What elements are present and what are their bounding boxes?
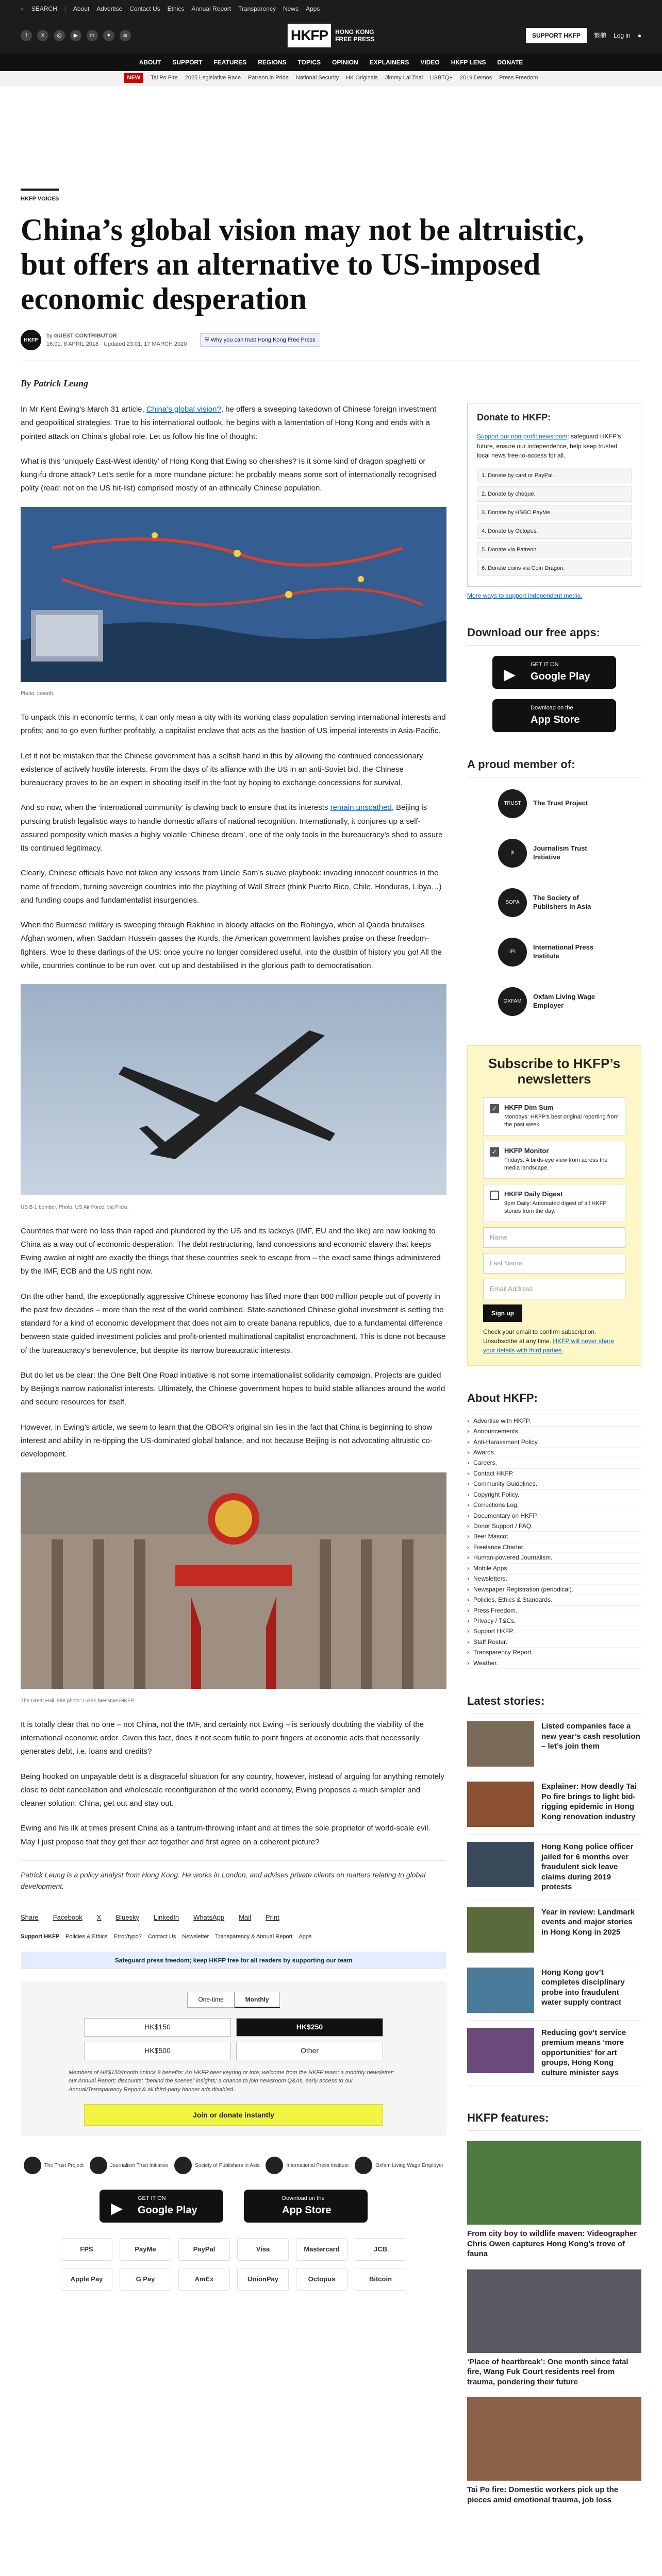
share-print[interactable]: Print bbox=[265, 1913, 279, 1921]
ticker-item[interactable]: 2025 Legislative Race bbox=[185, 75, 241, 81]
newsletter-name: HKFP Monitor bbox=[504, 1146, 549, 1155]
nav-item[interactable]: DONATE bbox=[497, 59, 523, 66]
member-name: Oxfam Living Wage Employer bbox=[533, 992, 595, 1009]
about-item[interactable]: › Contact HKFP. bbox=[467, 1469, 641, 1479]
payment-logo: JCB bbox=[355, 2238, 406, 2261]
newsletter-note bbox=[483, 1327, 625, 1355]
about-link[interactable]: About bbox=[73, 5, 90, 12]
donate-option[interactable]: 6. Donate coins via Coin Dragon. bbox=[477, 561, 632, 576]
author-bio: Patrick Leung is a policy analyst from Hong Kong. He works in London, and advises private clients on matters relating to global development. bbox=[21, 1860, 446, 1892]
inline-link[interactable]: China’s global vision? bbox=[146, 405, 221, 414]
member-logo[interactable] bbox=[467, 830, 641, 876]
share-whatsapp[interactable]: WhatsApp bbox=[193, 1913, 225, 1921]
main-nav bbox=[0, 54, 662, 71]
text-run: , he offers a sweeping takedown of Chinese foreign investment and geopolitical strategies. True to his international outlook, he begins with a lamentation of Hong Kong and ends with a pointed attack on China’s global role. Let us follow his line of thought: bbox=[21, 405, 437, 441]
checkbox-checked[interactable]: ✓ bbox=[490, 1104, 499, 1113]
footer-logo[interactable] bbox=[266, 2157, 349, 2174]
member-name: The Society of Publishers in Asia bbox=[533, 893, 591, 910]
linkedin-icon[interactable]: in bbox=[87, 30, 98, 41]
member-logo[interactable] bbox=[467, 879, 641, 926]
member-mark: SOPA bbox=[498, 888, 527, 917]
nav-item[interactable]: HKFP LENS bbox=[451, 59, 486, 66]
support-links bbox=[21, 1933, 446, 1941]
search-link[interactable]: SEARCH bbox=[31, 5, 57, 12]
feature-story[interactable] bbox=[467, 2269, 641, 2387]
instagram-icon[interactable]: ◎ bbox=[54, 30, 65, 41]
amount-option[interactable]: HK$150 bbox=[84, 2018, 231, 2037]
byline-author-line bbox=[46, 332, 187, 341]
about-item[interactable]: › Newsletters. bbox=[467, 1574, 641, 1584]
article-kicker[interactable]: HKFP VOICES bbox=[21, 189, 59, 204]
story-title: Explainer: How deadly Tai Po fire brings to light bid-rigging epidemic in Hong Kong renovation industry bbox=[541, 1782, 637, 1821]
as-small: Download on the bbox=[282, 2195, 325, 2201]
payment-logo: Visa bbox=[237, 2238, 289, 2261]
story-thumbnail bbox=[467, 1907, 534, 1953]
paragraph: Being hooked on unpayable debt is a disgraceful situation for any country, however, instead of arguing for anything remotely close to debt cancellation and wholescale reconfiguration of the world economy, Ewing proposes a much simpler and cleaner solution: China, get out and stay out. bbox=[21, 1772, 444, 1808]
checkbox-checked[interactable]: ✓ bbox=[490, 1147, 499, 1157]
contact-link[interactable]: Contact Us bbox=[129, 5, 160, 12]
transparency-link[interactable]: Transparency bbox=[238, 5, 276, 12]
about-item[interactable]: › Weather. bbox=[467, 1658, 641, 1669]
byline-contributor[interactable]: GUEST CONTRIBUTOR bbox=[54, 332, 117, 339]
byline-text bbox=[46, 332, 187, 349]
donate-intro-text: : safeguard HKFP’s future, ensure our independence, help keep trusted local news free-to-access for all. bbox=[477, 433, 621, 460]
x-icon[interactable]: X bbox=[37, 30, 48, 41]
member-mark: jti bbox=[498, 839, 527, 868]
donate-option[interactable]: 5. Donate via Patreon. bbox=[477, 542, 632, 557]
user-icon[interactable]: ● bbox=[637, 32, 641, 39]
ticker-item[interactable]: National Security bbox=[295, 75, 339, 81]
share-bar bbox=[21, 1905, 446, 1923]
about-item[interactable]: › Press Freedom. bbox=[467, 1606, 641, 1616]
article-photo-map bbox=[21, 507, 446, 686]
story-thumbnail bbox=[467, 2028, 534, 2073]
payment-logo: G Pay bbox=[120, 2268, 171, 2291]
feature-title: ‘Place of heartbreak’: One month since fatal fire, Wang Fuk Court residents reel from trauma, pondering their future bbox=[467, 2357, 628, 2386]
share-facebook[interactable]: Facebook bbox=[53, 1913, 82, 1921]
byline-by: by bbox=[46, 332, 53, 339]
latest-story[interactable] bbox=[467, 1960, 641, 2021]
app-store-button[interactable] bbox=[244, 2190, 368, 2223]
payment-logo: PayPal bbox=[178, 2238, 230, 2261]
signup-button[interactable]: Sign up bbox=[483, 1304, 522, 1322]
logo-line-2: FREE PRESS bbox=[335, 36, 375, 43]
newsletter-name: HKFP Dim Sum bbox=[504, 1103, 554, 1111]
payment-logo: Bitcoin bbox=[355, 2268, 406, 2291]
youtube-icon[interactable]: ▶ bbox=[70, 30, 81, 41]
name-field[interactable]: Name bbox=[483, 1227, 625, 1248]
advertise-link[interactable]: Advertise bbox=[96, 5, 123, 12]
latest-story[interactable] bbox=[467, 1835, 641, 1900]
footer-logo-name: Oxfam Living Wage Employer bbox=[375, 2162, 444, 2168]
about-item[interactable]: › Awards. bbox=[467, 1448, 641, 1458]
logo-text bbox=[335, 28, 374, 43]
trust-badge[interactable] bbox=[200, 333, 320, 347]
freq-one-time[interactable]: One-time bbox=[187, 1992, 234, 2008]
search-icon[interactable]: ⌕ bbox=[21, 5, 24, 12]
newsletter-option[interactable] bbox=[483, 1141, 625, 1179]
about-item[interactable]: › Privacy / T&Cs. bbox=[467, 1616, 641, 1626]
freq-monthly[interactable]: Monthly bbox=[235, 1992, 280, 2008]
google-play-button[interactable] bbox=[492, 656, 616, 689]
newsletter-option[interactable] bbox=[483, 1097, 625, 1136]
about-item[interactable]: › Support HKFP. bbox=[467, 1626, 641, 1637]
nav-item[interactable]: TOPICS bbox=[297, 59, 321, 66]
shield-icon: ⛨ bbox=[205, 336, 209, 343]
trust-text: Why you can trust Hong Kong Free Press bbox=[210, 336, 316, 343]
footer-logo[interactable] bbox=[24, 2157, 84, 2174]
donate-option[interactable]: 2. Donate by cheque. bbox=[477, 486, 632, 502]
logo-mark: HKFP bbox=[288, 24, 331, 47]
support-link[interactable]: Error/typo? bbox=[113, 1934, 142, 1940]
member-logo[interactable] bbox=[467, 978, 641, 1025]
apps-heading: Download our free apps: bbox=[467, 624, 641, 646]
footer-member-logos bbox=[21, 2157, 446, 2174]
about-heading: About HKFP: bbox=[467, 1389, 641, 1411]
donate-box bbox=[467, 403, 641, 587]
about-item[interactable]: › Advertise with HKFP. bbox=[467, 1416, 641, 1427]
photo-caption: Photo: Ipeerth. bbox=[21, 691, 55, 697]
member-name: The Trust Project bbox=[533, 799, 588, 807]
author-line: By Patrick Leung bbox=[21, 378, 88, 389]
footer-logo-name: Society of Publishers in Asia bbox=[195, 2162, 260, 2168]
text-run: In Mr Kent Ewing’s March 31 article, bbox=[21, 405, 146, 414]
payment-logo: UnionPay bbox=[237, 2268, 289, 2291]
paragraph: Ewing and his ilk at times present China as a tantrum-throwing infant and at times the sole proprietor of world-scale evil. May I just propose that they get their act together and first agree on a coherent picture? bbox=[21, 1824, 431, 1846]
about-item[interactable]: › Community Guidelines. bbox=[467, 1479, 641, 1489]
ticker-item[interactable]: LGBTQ+ bbox=[430, 75, 453, 81]
story-title: Listed companies face a new year’s cash resolution – let’s join them bbox=[541, 1722, 640, 1751]
separator: | bbox=[64, 5, 66, 12]
latest-story[interactable] bbox=[467, 1714, 641, 1774]
about-item[interactable]: › Donor Support / FAQ. bbox=[467, 1521, 641, 1532]
about-item[interactable]: › Staff Roster. bbox=[467, 1637, 641, 1648]
join-donate-button[interactable]: Join or donate instantly bbox=[84, 2104, 383, 2126]
language-switch[interactable]: 繁體 bbox=[594, 32, 607, 39]
member-mark: OXFAM bbox=[498, 987, 527, 1016]
paragraph: On the other hand, the exceptionally aggressive Chinese economy has lifted more than 800 million people out of poverty in the past few decades – more than the rest of the world combined. State-sanctioned Chinese global investment is setting the standard for a kind of economic development that does not aim to create banana republics, due to a fundamental difference between state guided investment policies and profit-oriented multinational capitalist encroachment. This is done not because of the bureaucracy’s benevolence, but despite its narrow bureaucratic interests. bbox=[21, 1292, 446, 1355]
article-photo-bomber bbox=[21, 984, 446, 1199]
about-item[interactable]: › Documentary on HKFP. bbox=[467, 1511, 641, 1521]
donate-option[interactable]: 3. Donate by HSBC PayMe. bbox=[477, 505, 632, 520]
top-utility-bar bbox=[0, 0, 662, 18]
donate-intro bbox=[477, 432, 632, 461]
google-play-button[interactable] bbox=[100, 2190, 223, 2223]
latest-heading: Latest stories: bbox=[467, 1692, 641, 1714]
article-body bbox=[21, 403, 446, 2505]
play-icon: ▶ bbox=[504, 666, 516, 683]
paragraph: It is totally clear that no one – not China, not the IMF, and certainly not Ewing – is seriously doubting the viability of the international economic order. Given this fact, does it not seem futile to point fingers at economic acts that necessarily generates debt, i.e. loans and credits? bbox=[21, 1720, 424, 1756]
safeguard-banner: Safeguard press freedom; keep HKFP free for all readers by supporting our team bbox=[21, 1952, 446, 1969]
byline-dates: 16:01, 8 APRIL 2018 · Updated 23:01, 17 MARCH 2020 bbox=[46, 341, 187, 348]
apps-link[interactable]: Apps bbox=[305, 5, 320, 12]
ethics-link[interactable]: Ethics bbox=[167, 5, 185, 12]
inline-link[interactable]: remain unscathed bbox=[330, 803, 392, 812]
paragraph: But do let us be clear: the One Belt One Road initiative is not some internationalist solidarity campaign. Projects are guided by Beijing’s narrow nationalist interests. Ultimately, the Chinese government hopes to build stable alliances around the world and secure resources for itself. bbox=[21, 1370, 445, 1407]
about-item[interactable]: › Mobile Apps. bbox=[467, 1564, 641, 1574]
support-hkfp-button[interactable]: SUPPORT HKFP bbox=[526, 28, 587, 43]
annual-report-link[interactable]: Annual Report bbox=[191, 5, 231, 12]
story-thumbnail bbox=[467, 1968, 534, 2013]
amount-grid bbox=[84, 2018, 383, 2060]
about-item[interactable]: › Careers. bbox=[467, 1458, 641, 1468]
newsletter-title: Subscribe to HKFP’s newsletters bbox=[488, 1055, 621, 1087]
paragraph: What is this ‘uniquely East-West identity’ of Hong Kong that Ewing so cherishes? Is it some kind of dragon spaghetti or kung-fu drone attack? Let’s settle for a more mundane picture: he probably means some sort of internationally recognised polity (read: not on the US hit-list) comprised mostly of an ethnically Chinese population. bbox=[21, 456, 437, 493]
story-title: Reducing gov’t service premium means ‘more opportunities’ for art groups, Hong Kong culture minister says bbox=[541, 2028, 626, 2077]
content-layout bbox=[21, 403, 641, 2505]
latest-story[interactable] bbox=[467, 1774, 641, 1835]
paragraph: Let it not be mistaken that the Chinese government has a selfish hand in this by allowing the continued concessionary existence of actively hostile interests. From the days of its alliance with the US in an anti-Soviet bid, the Chinese bureaucracy proves to be an expert in shooting itself in the foot by hoping to exchange concessions for survival. bbox=[21, 751, 423, 788]
footer-logo[interactable] bbox=[90, 2157, 169, 2174]
about-item[interactable]: › Human-powered Journalism. bbox=[467, 1553, 641, 1563]
gp-big: Google Play bbox=[138, 2205, 197, 2216]
note-link[interactable]: HKFP will never share your details with third parties. bbox=[483, 1337, 614, 1354]
footer-logo[interactable] bbox=[174, 2157, 260, 2174]
text-run: And so now, when the ‘international community’ is clawing back to ensure that its interests bbox=[21, 803, 330, 812]
as-big: App Store bbox=[531, 714, 580, 726]
logo-icon bbox=[355, 2157, 372, 2174]
nav-item[interactable]: ABOUT bbox=[139, 59, 161, 66]
feature-image bbox=[467, 2397, 641, 2481]
logo-icon bbox=[90, 2157, 107, 2174]
bomber-aircraft-illustration bbox=[21, 984, 446, 1195]
support-link[interactable]: Support HKFP bbox=[21, 1934, 60, 1940]
member-name: Journalism Trust Initiative bbox=[533, 844, 587, 861]
features-heading: HKFP features: bbox=[467, 2109, 641, 2131]
paragraph bbox=[21, 801, 446, 855]
paragraph bbox=[21, 403, 446, 444]
paragraph: When the Burmese military is sweeping through Rakhine in bloody attacks on the Rohingya, when al Qaeda brutalises Afghan women, when Saddam Hussein gasses the Kurds, the American government lavishes praise on these freedom-fighters. Woe to these darlings of the US: once you’re no longer considered useful, into the dustbin of history you go! All the while, countries continue to be run over, cut up and destabilised in the glorious path to democratisation. bbox=[21, 921, 442, 970]
about-list bbox=[467, 1416, 641, 1669]
about-item[interactable]: › Corrections Log. bbox=[467, 1500, 641, 1511]
member-heading: A proud member of: bbox=[467, 756, 641, 777]
newsletter-desc: Fridays: A birds-eye view from across the media landscape. bbox=[504, 1157, 608, 1172]
payment-logo: Apple Pay bbox=[61, 2268, 112, 2291]
about-item[interactable]: › Transparency Report. bbox=[467, 1648, 641, 1658]
ticker-item[interactable]: Patreon in Pride bbox=[248, 75, 289, 81]
gp-big: Google Play bbox=[531, 671, 590, 683]
site-logo[interactable] bbox=[288, 24, 374, 47]
byline bbox=[21, 330, 641, 350]
story-title: Hong Kong gov’t completes disciplinary probe into fraudulent water supply contract bbox=[541, 1968, 625, 2007]
play-icon: ▶ bbox=[111, 2200, 123, 2217]
logo-line-1: HONG KONG bbox=[335, 28, 374, 36]
ticker-item[interactable]: Jimmy Lai Trial bbox=[385, 75, 423, 81]
support-link[interactable]: Newsletter bbox=[182, 1934, 209, 1940]
masthead bbox=[0, 18, 662, 54]
donate-option[interactable]: 1. Donate by card or PayPal. bbox=[477, 468, 632, 483]
newsletter-option[interactable] bbox=[483, 1184, 625, 1222]
text-run: , Beijing is pursuing brutish legalistic ways to handle domestic affairs of national recognition. Internationally, it conjures up a self-assured pomposity which masks a highly volatile ‘Chinese dream’, one of the only tools in the bureaucracy’s shed to assure its continued legitimacy. bbox=[21, 803, 443, 853]
newsletter-desc: Mondays: HKFP’s best original reporting from the past week. bbox=[504, 1114, 619, 1128]
member-name: International Press Institute bbox=[533, 943, 594, 960]
news-link[interactable]: News bbox=[283, 5, 299, 12]
support-link[interactable]: Apps bbox=[299, 1934, 312, 1940]
facebook-icon[interactable]: f bbox=[21, 30, 32, 41]
support-link[interactable]: Transparency & Annual Report bbox=[215, 1934, 293, 1940]
story-thumbnail bbox=[467, 1842, 534, 1887]
footer-app-stores bbox=[21, 2190, 446, 2223]
note-text: Check your email to confirm subscription. Unsubscribe at any time. bbox=[483, 1328, 597, 1345]
gp-small: GET IT ON bbox=[531, 661, 559, 668]
latest-story[interactable] bbox=[467, 2021, 641, 2086]
belt-road-map-illustration bbox=[21, 507, 446, 682]
newsletter-signup bbox=[467, 1045, 641, 1366]
share-linkedin[interactable]: LinkedIn bbox=[154, 1913, 179, 1921]
feature-image bbox=[467, 2269, 641, 2353]
share-mail[interactable]: Mail bbox=[239, 1913, 251, 1921]
nav-item[interactable]: SUPPORT bbox=[172, 59, 203, 66]
member-logo[interactable] bbox=[467, 781, 641, 827]
logo-icon bbox=[266, 2157, 283, 2174]
topic-ticker bbox=[0, 71, 662, 86]
footer-logo[interactable] bbox=[355, 2157, 443, 2174]
amount-option[interactable]: Other bbox=[236, 2042, 383, 2060]
support-link[interactable]: Policies & Ethics bbox=[65, 1934, 108, 1940]
paragraph: To unpack this in economic terms, it can only mean a city with its working class population serving international interests and profits; and to go even further profitably, a capitalist enclave that acts as the bastion of US imperial interests in Asia-Pacific. bbox=[21, 713, 446, 736]
ticker-item[interactable]: Press Freedom bbox=[499, 75, 538, 81]
feature-story[interactable] bbox=[467, 2141, 641, 2259]
ticker-item[interactable]: HK Originals bbox=[346, 75, 378, 81]
social-icons bbox=[21, 30, 131, 41]
story-title: Hong Kong police officer jailed for 6 months over fraudulent sick leave claims during 2019 protests bbox=[541, 1842, 634, 1892]
ticker-item[interactable]: 2019 Demos bbox=[459, 75, 492, 81]
about-item[interactable]: › Anti-Harassment Policy. bbox=[467, 1437, 641, 1448]
payment-logo: FPS bbox=[61, 2238, 112, 2261]
story-title: Year in review: Landmark events and major stories in Hong Kong in 2025 bbox=[541, 1907, 635, 1937]
gp-small: GET IT ON bbox=[138, 2195, 166, 2201]
donate-option[interactable]: 4. Donate by Octopus. bbox=[477, 523, 632, 539]
member-mark: IPI bbox=[498, 938, 527, 967]
share-label: Share bbox=[21, 1913, 39, 1921]
footer-logo-name: The Trust Project bbox=[44, 2162, 84, 2168]
latest-story[interactable] bbox=[467, 1900, 641, 1960]
nav-item[interactable]: REGIONS bbox=[258, 59, 287, 66]
about-item[interactable]: › Policies, Ethics & Standards. bbox=[467, 1595, 641, 1605]
nav-item[interactable]: OPINION bbox=[332, 59, 358, 66]
app-store-button[interactable] bbox=[492, 699, 616, 732]
photo-caption: US B-1 bomber. Photo: US Air Force, via Flickr. bbox=[21, 1204, 129, 1210]
paragraph: However, in Ewing’s article, we seem to learn that the OBOR’s original sin lies in the fact that China is beginning to show interest and ability in re-tipping the US-dominated global balance, and not because Beijing is not advocating altruistic co-development. bbox=[21, 1422, 433, 1459]
as-small: Download on the bbox=[531, 704, 573, 711]
ticker-item[interactable]: Tai Po Fire bbox=[151, 75, 178, 81]
paragraph: Clearly, Chinese officials have not taken any lessons from Uncle Sam’s suave playbook: invading innocent countries in the name of freedom, turning sovereign countries into the plaything of Wall Street (think Puerto Rico, Chile, Honduras, Libya…) and funding coups and fundamentalist insurgencies. bbox=[21, 869, 442, 905]
newsletter-desc: 9pm Daily: Automated digest of all HKFP stories from the day. bbox=[504, 1200, 607, 1215]
feature-title: Tai Po fire: Domestic workers pick up the pieces amid emotional trauma, job loss bbox=[467, 2485, 619, 2504]
about-item[interactable]: › Announcements. bbox=[467, 1427, 641, 1437]
member-mark: TRUST bbox=[498, 789, 527, 818]
feature-image bbox=[467, 2141, 641, 2225]
donate-panel bbox=[21, 1981, 446, 2137]
footer-logo-name: Journalism Trust Initiative bbox=[110, 2162, 169, 2168]
logo-icon bbox=[24, 2157, 41, 2174]
new-badge: NEW bbox=[124, 73, 144, 83]
paragraph: Countries that were no less than raped and plundered by the US and its lackeys (IMF, EU and the like) are now looking to China as a way out of economic desperation. The debt restructuring, land concessions and economic slavery that keeps Ewing awake at night are exactly the things that these countries seek to escape from – the exact same things administered by the IMF, ECB and the US right now. bbox=[21, 1226, 441, 1276]
masthead-actions bbox=[526, 28, 641, 43]
payment-logo: Octopus bbox=[296, 2268, 347, 2291]
last-name-field[interactable]: Last Name bbox=[483, 1253, 625, 1274]
nav-item[interactable]: VIDEO bbox=[420, 59, 440, 66]
article-photo-great-hall bbox=[21, 1472, 446, 1693]
article-title: China’s global vision may not be altruistic, but offers an alternative to US-imposed economic desperation bbox=[21, 212, 584, 316]
membership-note: Members of HK$150/month unlock 8 benefits: An HKFP beer keyring or tote; welcome from the HKFP team; a monthly newsletter; our Annual Report; discounts; “behind the scenes” insights; a chance to join newsroom Q&As, early access to our Annual/Transparency Report & all third-party banner ads disabled. bbox=[69, 2069, 394, 2093]
as-big: App Store bbox=[282, 2205, 332, 2216]
bluesky-icon[interactable]: ✦ bbox=[103, 30, 114, 41]
nav-item[interactable]: EXPLAINERS bbox=[369, 59, 409, 66]
about-item[interactable]: › Copyright Policy. bbox=[467, 1490, 641, 1500]
great-hall-illustration bbox=[21, 1472, 446, 1689]
sidebar bbox=[467, 403, 641, 2505]
about-item[interactable]: › Freelance Charter. bbox=[467, 1543, 641, 1553]
login-link[interactable]: Log in bbox=[614, 32, 631, 39]
about-item[interactable]: › Newspaper Registration (periodical). bbox=[467, 1585, 641, 1595]
feature-story[interactable] bbox=[467, 2397, 641, 2505]
payment-logo: Mastercard bbox=[296, 2238, 347, 2261]
share-bluesky[interactable]: Bluesky bbox=[115, 1913, 139, 1921]
amount-option-selected[interactable]: HK$250 bbox=[236, 2018, 383, 2037]
email-field[interactable]: Email Address bbox=[483, 1279, 625, 1299]
avatar: HKFP bbox=[21, 330, 41, 350]
feature-title: From city boy to wildlife maven: Videographer Chris Owen captures Hong Kong’s trove of fauna bbox=[467, 2229, 637, 2259]
story-thumbnail bbox=[467, 1782, 534, 1827]
footer-logo-name: International Press Institute bbox=[286, 2162, 349, 2168]
page-container bbox=[21, 86, 641, 2505]
donate-intro-link[interactable]: Support our non-profit newsroom bbox=[477, 433, 568, 440]
payment-logo: AmEx bbox=[178, 2268, 230, 2291]
share-x[interactable]: X bbox=[96, 1913, 102, 1921]
logo-icon bbox=[174, 2157, 192, 2174]
rss-icon[interactable]: ≋ bbox=[120, 30, 131, 41]
member-logo[interactable] bbox=[467, 929, 641, 975]
frequency-toggle bbox=[41, 1992, 426, 2008]
support-link[interactable]: Contact Us bbox=[147, 1934, 176, 1940]
about-item[interactable]: › Beer Mascot. bbox=[467, 1532, 641, 1542]
donate-title: Donate to HKFP: bbox=[477, 412, 551, 423]
more-ways-link[interactable]: More ways to support independent media. bbox=[467, 591, 583, 599]
nav-item[interactable]: FEATURES bbox=[213, 59, 247, 66]
payment-logo: PayMe bbox=[120, 2238, 171, 2261]
photo-caption: The Great Hall. File photo: Lukas Messmer/HKFP. bbox=[21, 1698, 135, 1704]
amount-option[interactable]: HK$500 bbox=[84, 2042, 231, 2060]
payment-methods bbox=[53, 2238, 414, 2291]
checkbox-unchecked[interactable] bbox=[490, 1191, 499, 1200]
newsletter-name: HKFP Daily Digest bbox=[504, 1190, 563, 1198]
story-thumbnail bbox=[467, 1721, 534, 1767]
